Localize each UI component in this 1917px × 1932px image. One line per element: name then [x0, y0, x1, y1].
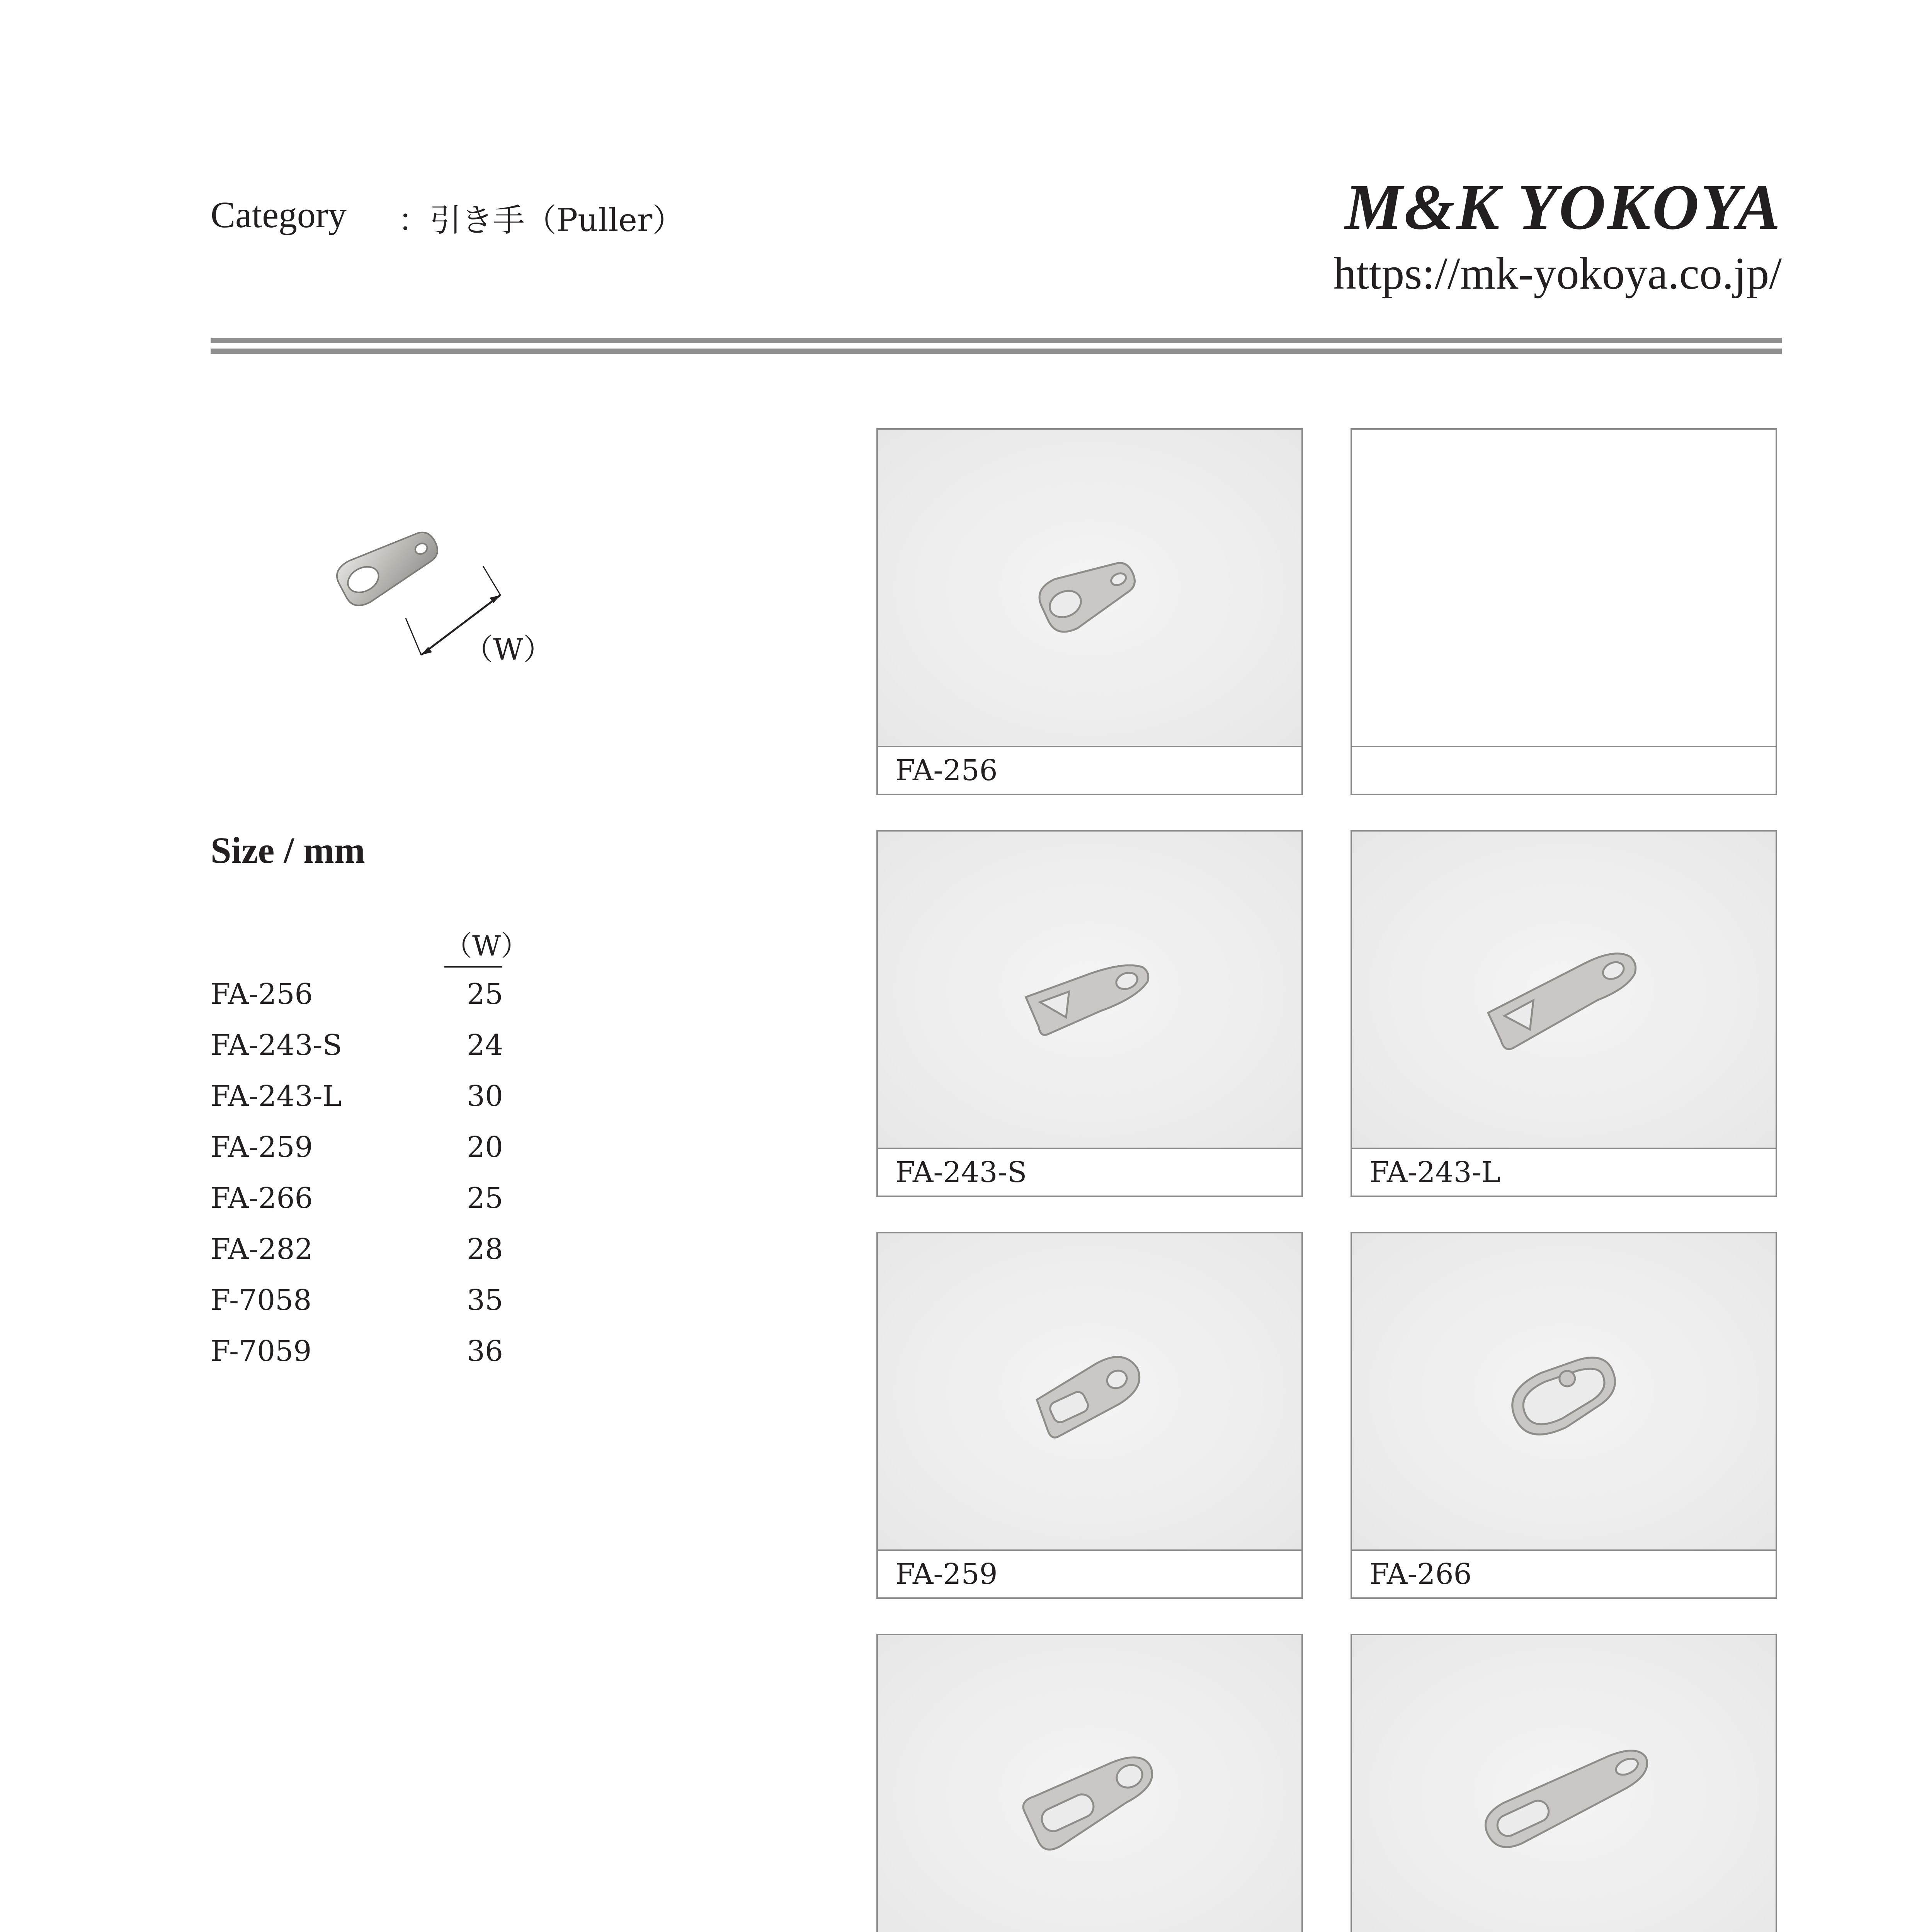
product-card-fa-282[interactable]: [876, 1634, 1303, 1932]
product-card-fa-256[interactable]: [876, 428, 1303, 795]
puller-fa-282-icon: [878, 1635, 1305, 1932]
size-width: 25: [466, 978, 503, 1011]
product-code: [1352, 746, 1776, 794]
product-card-fa-243-s[interactable]: [876, 830, 1303, 1197]
product-card-empty: [1351, 428, 1777, 795]
product-card-fa-243-l[interactable]: [1351, 830, 1777, 1197]
size-width: 24: [466, 1029, 503, 1062]
product-photo: [878, 1635, 1301, 1932]
category-label: Category: [211, 194, 347, 235]
size-code: FA-266: [211, 1182, 313, 1215]
product-photo: [878, 1233, 1301, 1551]
product-code: FA-266: [1352, 1549, 1776, 1597]
size-code: F-7058: [211, 1284, 312, 1317]
size-code: FA-259: [211, 1131, 313, 1164]
product-code: FA-243-S: [878, 1148, 1301, 1196]
size-width: 25: [466, 1182, 503, 1215]
product-code: FA-243-L: [1352, 1148, 1776, 1196]
size-width: 28: [466, 1233, 503, 1266]
category-value: ：引き手（Puller）: [398, 202, 684, 239]
product-card-f-7058[interactable]: [1351, 1634, 1777, 1932]
product-code: FA-256: [878, 746, 1301, 794]
product-card-fa-259[interactable]: [876, 1232, 1303, 1599]
product-photo: [878, 430, 1301, 747]
puller-fa-259-icon: [878, 1233, 1305, 1551]
puller-fa-256-icon: [878, 430, 1305, 747]
product-photo: [878, 832, 1301, 1149]
product-card-fa-266[interactable]: [1351, 1232, 1777, 1599]
product-photo: [1352, 430, 1776, 747]
puller-f-7058-icon: [1352, 1635, 1779, 1932]
size-width: 20: [466, 1131, 503, 1164]
size-title: Size / mm: [211, 830, 365, 871]
product-photo: [1352, 832, 1776, 1149]
size-code: F-7059: [211, 1335, 312, 1368]
size-code: FA-243-S: [211, 1029, 342, 1062]
puller-fa-243-l-icon: [1352, 832, 1779, 1149]
dimension-label: （W）: [464, 632, 553, 667]
header-divider: [211, 349, 1782, 354]
size-column-header: （W）: [444, 923, 502, 968]
product-code: FA-259: [878, 1549, 1301, 1597]
website-link[interactable]: https://mk-yokoya.co.jp/: [1333, 248, 1782, 299]
size-code: FA-256: [211, 978, 313, 1011]
size-width: 30: [466, 1080, 503, 1113]
brand-logo-text: M&K YOKOYA: [1345, 171, 1782, 243]
puller-fa-243-s-icon: [878, 832, 1305, 1149]
size-width: 35: [466, 1284, 503, 1317]
size-code: FA-282: [211, 1233, 313, 1266]
puller-fa-266-icon: [1352, 1233, 1779, 1551]
size-code: FA-243-L: [211, 1080, 342, 1113]
size-width: 36: [466, 1335, 503, 1368]
product-photo: [1352, 1635, 1776, 1932]
puller-dimension-diagram: [317, 502, 553, 680]
header-divider: [211, 338, 1782, 343]
product-photo: [1352, 1233, 1776, 1551]
